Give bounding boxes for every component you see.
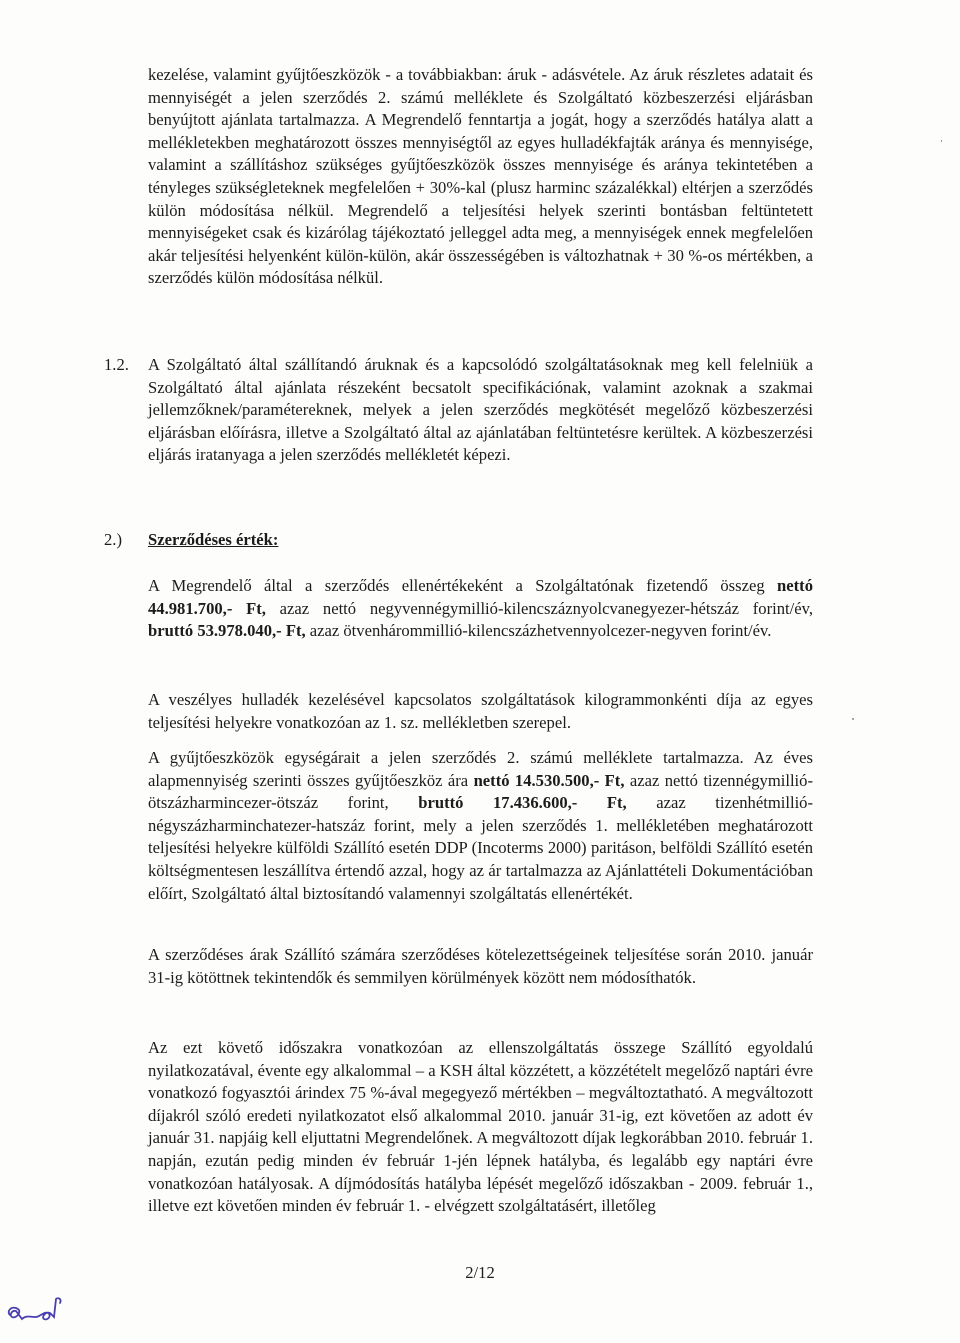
scan-speck [852, 718, 854, 720]
contract-value-intro: A Megrendelő által a szerződés ellenértékeként a Szolgáltatónak fizetendő összeg [148, 576, 778, 595]
contract-value-netto-words: azaz nettó negyvennégymillió-kilencszáznyolcvanegyezer-hétszáz forint/év, [265, 598, 813, 618]
fixed-prices-paragraph: A szerződéses árak Szállító számára szerződéses kötelezettségeinek teljesítése során 2010. január 31-ig kötöttnek tekintendők és semmilyen körülmények között nem módosíthatók. [148, 945, 813, 987]
contract-value-netto: nettó 44.981.700,- Ft, [148, 576, 813, 618]
section-number-1-2: 1.2. [104, 355, 129, 374]
contract-value-paragraph [148, 575, 813, 643]
contract-value-brutto-words: azaz ötvenhárommillió-kilencszázhetvennyolcezer-negyven forint/év. [305, 621, 772, 641]
price-adjustment-paragraph: Az ezt követő időszakra vonatkozóan az ellenszolgáltatás összege Szállító egyoldalú nyilatkozatával, évente egy alkalommal – a KSH által közzétett, a közzétételt megelőző naptári évre vonatkozó fogyasztói árindex 75 %-ával megegyező mértékben – megváltoztatható. A megváltozott díjakról szóló eredeti nyilatkozatot első alkalommal 2010. január 31-ig, ezt követően az adott év január 31. napjáig kell eljuttatni Megrendelőnek. A megváltozott díjak legkorábban 2010. február 1. napján, ezután pedig minden év február 1-jén lépnek hatályba, és legalább egy naptári évre vonatkozóan hatályosak. A díjmódosítás hatályba lépését megelőző időszakban - 2009. február 1., illetve ezt követően minden év február 1. - elvégzett szolgáltatásért, illetőleg [148, 1038, 813, 1216]
hazardous-waste-paragraph: A veszélyes hulladék kezelésével kapcsolatos szolgáltatások kilogrammonkénti díja az egyes teljesítési helyekre vonatkozóan az 1. sz. mellékletben szerepel. [148, 690, 813, 732]
tools-brutto: bruttó 17.436.600,- Ft, [418, 793, 627, 813]
handwritten-initials-icon [4, 1291, 68, 1331]
section-2-heading: Szerződéses érték: [148, 530, 279, 549]
page-number: 2/12 [465, 1263, 495, 1282]
tools-netto-words: azaz nettó tizennégymillió-ötszázharmincezer-ötszáz forint, [148, 770, 813, 813]
paragraph-1-2: A Szolgáltató által szállítandó áruknak és a kapcsolódó szolgáltatásoknak meg kell felelniük a Szolgáltató által ajánlata részeként becsatolt specifikációnak, valamint azoknak a szakmai jellemzőknek/paramétereknek, melyek a jelen szerződés megkötését megelőző közbeszerzési eljárásban előírásra, illetve a Szolgáltató által az ajánlatában feltüntetésre kerültek. A közbeszerzési eljárás iratanyaga a jelen szerződés mellékletét képezi. [148, 355, 813, 465]
contract-value-brutto: bruttó 53.978.040,- Ft, [148, 621, 306, 641]
tools-intro: A gyűjtőeszközök egységárait a jelen szerződés 2. számú melléklete tartalmazza. Az éves alapmennyiség szerinti összes gyűjtőeszköz ára [148, 748, 813, 790]
collection-tools-paragraph [148, 747, 813, 905]
tools-details: azaz tizenhétmillió-négyszázharminchatezer-hatszáz forint, mely a jelen szerződés 1. mellékletében meghatározott teljesítési helyekre külföldi Szállító esetén DDP (Incoterms 2000) paritáson, belföldi Szállító esetén költségmentesen leszállítva értendő azzal, hogy az ár tartalmazza az Ajánlattételi Dokumentációban előírt, Szolgáltató által biztosítandó valamennyi szolgáltatás ellenértékét. [148, 793, 814, 903]
paragraph-1-1-continuation: kezelése, valamint gyűjtőeszközök - a továbbiakban: áruk - adásvétele. Az áruk részletes adatait és mennyiségét a jelen szerződés 2. számú melléklete és Szolgáltató közbeszerzési eljárásban benyújtott ajánlata tartalmazza. A Megrendelő fenntartja a jogát, hogy a szerződés hatálya alatt a mellékletekben meghatározott összes mennyiségtől az egyes hulladékfajták aránya és mennyisége, valamint a szállításhoz szükséges gyűjtőeszközök összes mennyisége és aránya tekintetében a tényleges szükségleteknek megfelelően + 30%-kal (plusz harminc százalékkal) eltérjen a szerződés külön módosítása nélkül. Megrendelő a teljesítési helyek szerinti bontásban feltüntetett mennyiségeket csak és kizárólag tájékoztató jelleggel adta meg, a mennyiségek ennek megfelelően akár teljesítési helyenként külön-külön, akár összességében is változhatnak + 30 %-os mértékben, a szerződés külön módosítása nélkül. [148, 65, 813, 288]
scan-speck [941, 140, 942, 142]
section-number-2: 2.) [104, 530, 122, 549]
tools-netto: nettó 14.530.500,- Ft, [473, 770, 625, 790]
